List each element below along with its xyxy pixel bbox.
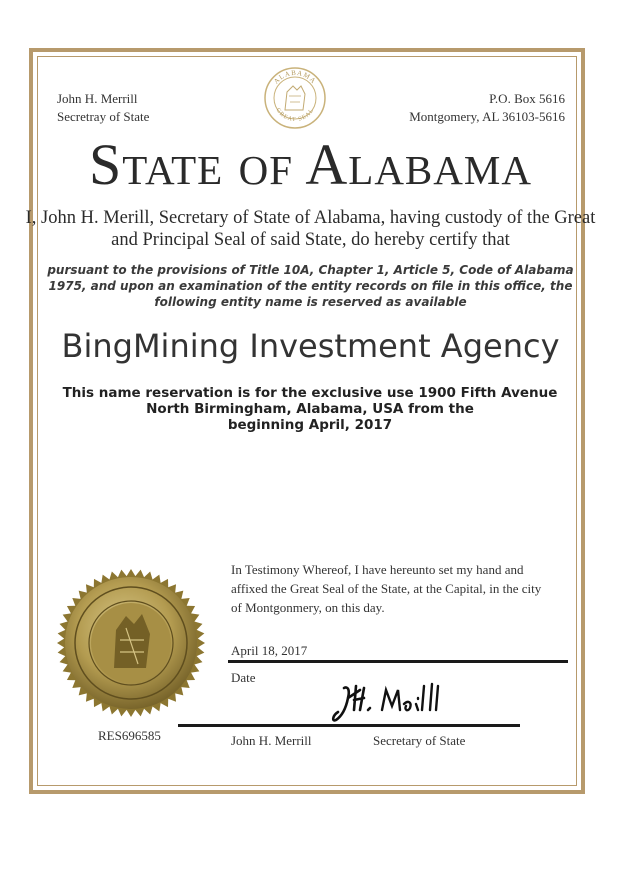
document-title: State of Alabama <box>89 132 532 197</box>
reservation-line-2: North Birmingham, Alabama, USA from the <box>146 401 474 417</box>
signature-line <box>178 724 520 727</box>
reservation-line-3: beginning April, 2017 <box>227 417 393 433</box>
date-line <box>228 660 568 663</box>
header-po-box: P.O. Box 5616 <box>489 91 565 106</box>
header-left <box>57 90 149 126</box>
date-value: April 18, 2017 <box>231 643 308 658</box>
reservation-line-1: This name reservation is for the exclusive use 1900 Fifth Avenue <box>62 385 558 401</box>
certify-statement: I, John H. Merill, Secretary of State of Alabama, having custody of the Great and Principal Seal of said State, do hereby certify that <box>25 208 596 250</box>
signer-title: Secretary of State <box>373 733 466 748</box>
date-label: Date <box>231 670 256 685</box>
signature-icon <box>330 676 470 726</box>
reservation-statement <box>60 385 560 433</box>
header-right <box>409 90 565 126</box>
top-seal-icon <box>263 66 327 130</box>
header-secretary-name: John H. Merrill <box>57 91 138 106</box>
top-seal-text-top: ALABAMA <box>272 68 318 86</box>
header-secretary-title: Secretray of State <box>57 109 150 124</box>
testimony-statement: In Testimony Whereof, I have hereunto set my hand and affixed the Great Seal of the State, at the Capital, in the city of Montgonmery, on this day. <box>231 562 542 615</box>
top-seal-text-bottom: GREAT SEAL <box>274 107 316 124</box>
reference-number: RES696585 <box>98 728 161 743</box>
signer-name: John H. Merrill <box>231 733 312 748</box>
header-city: Montgomery, AL 36103-5616 <box>409 109 565 124</box>
entity-name: BingMining Investment Agency <box>61 327 560 365</box>
pursuant-statement: pursuant to the provisions of Title 10A, Chapter 1, Article 5, Code of Alabama 1975, and upon an examination of the entity records on file in this office, the following entity name is reserved as available <box>47 263 574 309</box>
gold-seal-icon <box>56 568 206 718</box>
